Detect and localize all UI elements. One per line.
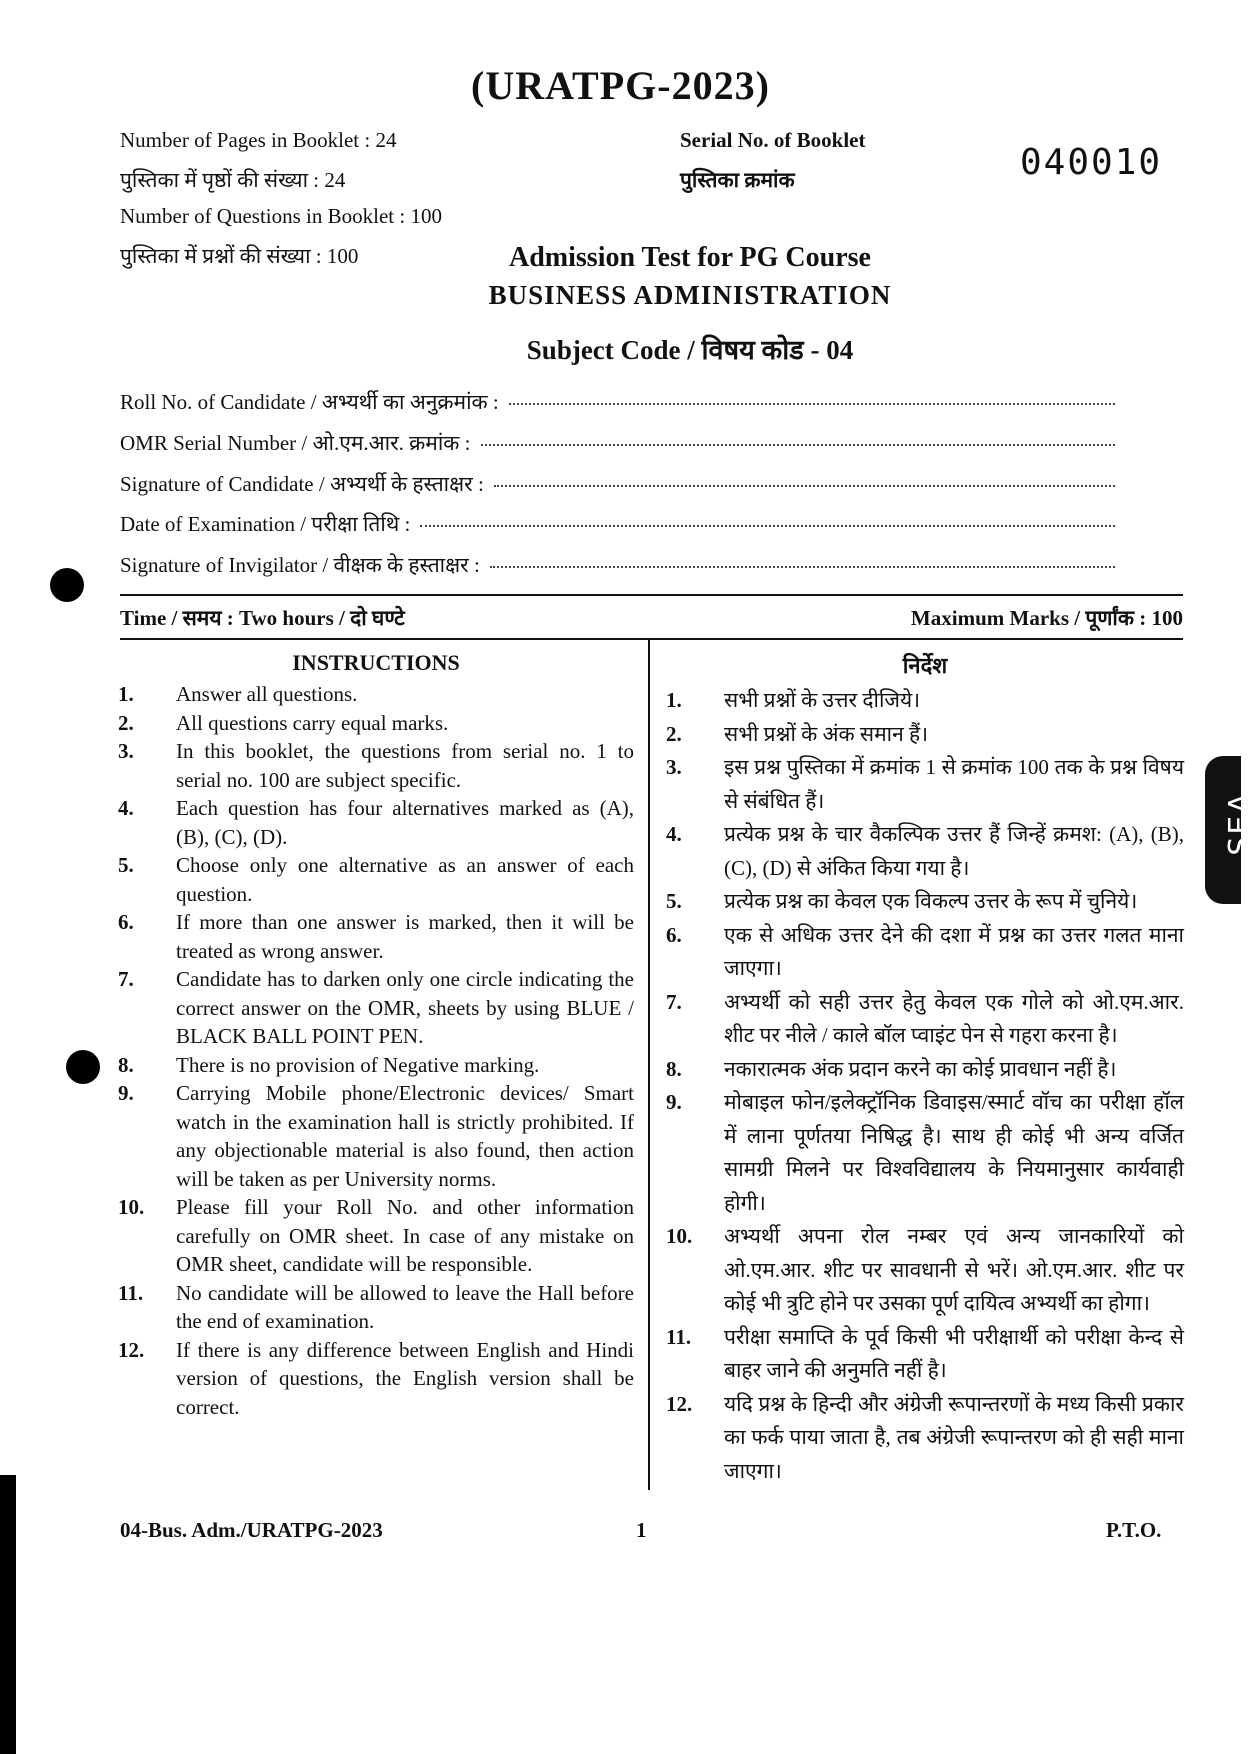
hi-instruction-text: अभ्यर्थी अपना रोल नम्बर एवं अन्य जानकारियों को ओ.एम.आर. शीट पर सावधानी से भरें। ओ.एम.आर. शीट पर कोई भी त्रुटि होने पर उसका पूर्ण दायित्व अभ्यर्थी का होगा। [724, 1224, 1184, 1315]
questions-count-hi: पुस्तिका में प्रश्नों की संख्या : 100 [120, 244, 359, 268]
en-instruction-item [118, 1079, 634, 1193]
hi-instruction-number: 8. [666, 1056, 682, 1081]
roll-number-field[interactable] [120, 388, 1115, 416]
en-instruction-item [118, 1051, 634, 1080]
course-line-2: BUSINESS ADMINISTRATION [488, 280, 892, 310]
instructions-heading-hi: निर्देश [902, 653, 948, 678]
en-instruction-text: In this booklet, the questions from serial no. 1 to serial no. 100 are subject specific. [176, 739, 634, 792]
serial-label-hi: पुस्तिका क्रमांक [680, 168, 795, 192]
hi-instruction-number: 11. [666, 1324, 692, 1349]
column-divider [648, 640, 650, 1490]
hi-instruction-number: 10. [666, 1224, 693, 1248]
en-instruction-number: 3. [118, 739, 134, 763]
registration-mark-bottom [66, 1050, 100, 1084]
hi-instruction-text: प्रत्येक प्रश्न का केवल एक विकल्प उत्तर के रूप में चुनिये। [724, 889, 1138, 913]
en-instruction-text: All questions carry equal marks. [176, 710, 449, 735]
instructions-heading-en: INSTRUCTIONS [292, 650, 460, 675]
hi-instruction-number: 9. [666, 1090, 682, 1114]
invigilator-signature-field[interactable] [120, 551, 1115, 579]
hi-instruction-item [666, 751, 1184, 818]
en-instruction-text: If there is any difference between English and Hindi version of questions, the English version shall be correct. [176, 1337, 634, 1419]
en-instruction-text: If more than one answer is marked, then it will be treated as wrong answer. [176, 910, 634, 963]
pages-count-en: Number of Pages in Booklet : 24 [120, 128, 397, 152]
en-instruction-text: Please fill your Roll No. and other information carefully on OMR sheet. In case of any mistake on OMR sheet, candidate will be responsible. [176, 1195, 634, 1276]
en-instruction-item [118, 965, 634, 1051]
page-number: 1 [636, 1518, 647, 1542]
instructions-list-hi [666, 684, 1184, 1488]
candidate-signature-field[interactable] [120, 470, 1115, 498]
invigilator-signature-label: Signature of Invigilator / वीक्षक के हस्ताक्षर : [120, 553, 480, 577]
en-instruction-item [118, 709, 634, 738]
hi-instruction-item [666, 919, 1184, 986]
subject-code: Subject Code / विषय कोड - 04 [526, 335, 854, 365]
invigilator-signature-line[interactable] [490, 565, 1115, 568]
hi-instruction-text: इस प्रश्न पुस्तिका में क्रमांक 1 से क्रमांक 100 तक के प्रश्न विषय से संबंधित हैं। [724, 755, 1184, 813]
hi-instruction-item [666, 1053, 1184, 1087]
hi-instruction-number: 3. [666, 755, 682, 779]
serial-label-en: Serial No. of Booklet [680, 128, 866, 152]
hi-instruction-item [666, 1220, 1184, 1321]
exam-date-field[interactable] [120, 510, 1115, 538]
time-allowed: Time / समय : Two hours / दो घण्टे [120, 606, 405, 630]
en-instruction-text: No candidate will be allowed to leave the Hall before the end of examination. [176, 1280, 634, 1333]
time-marks-row [120, 604, 1183, 632]
instructions-english [118, 650, 634, 1421]
en-instruction-text: Carrying Mobile phone/Electronic devices/ Smart watch in the examination hall is strictly prohibited. If any objectionable material is also found, then action will be taken as per University norms. [176, 1081, 634, 1191]
en-instruction-number: 11. [118, 1280, 144, 1305]
hi-instruction-text: एक से अधिक उत्तर देने की दशा में प्रश्न का उत्तर गलत माना जाएगा। [724, 922, 1184, 980]
side-seal-text: SEA [1222, 791, 1258, 856]
hi-instruction-number: 12. [666, 1391, 693, 1416]
pto-label: P.T.O. [1106, 1518, 1162, 1542]
en-instruction-item [118, 851, 634, 908]
en-instruction-text: Answer all questions. [176, 682, 358, 706]
hi-instruction-item [666, 1321, 1184, 1388]
hi-instruction-number: 7. [666, 989, 682, 1014]
hi-instruction-item [666, 885, 1184, 919]
roll-number-line[interactable] [509, 402, 1115, 405]
en-instruction-number: 4. [118, 796, 134, 820]
omr-serial-line[interactable] [481, 443, 1115, 446]
en-instruction-number: 10. [118, 1195, 145, 1219]
instructions-hindi [666, 650, 1184, 1488]
en-instruction-text: Choose only one alternative as an answer of each question. [176, 853, 634, 906]
hi-instruction-item [666, 986, 1184, 1053]
en-instruction-item [118, 794, 634, 851]
maximum-marks: Maximum Marks / पूर्णांक : 100 [910, 606, 1183, 630]
en-instruction-text: There is no provision of Negative marking. [176, 1052, 540, 1077]
hi-instruction-number: 4. [666, 822, 682, 846]
hi-instruction-text: मोबाइल फोन/इलेक्ट्रॉनिक डिवाइस/स्मार्ट वॉच का परीक्षा हॉल में लाना पूर्णतया निषिद्ध है। साथ ही कोई भी अन्य वर्जित सामग्री मिलने पर विश्वविद्यालय के नियमानुसार कार्यवाही होगी। [724, 1090, 1184, 1215]
scan-edge-mark [0, 1475, 16, 1754]
hi-instruction-item [666, 1086, 1184, 1220]
en-instruction-number: 2. [118, 710, 134, 735]
registration-mark-top [50, 568, 84, 602]
en-instruction-item [118, 908, 634, 965]
hi-instruction-number: 2. [666, 721, 682, 746]
en-instruction-number: 5. [118, 853, 134, 877]
footer-code: 04-Bus. Adm./URATPG-2023 [120, 1518, 383, 1542]
instructions-list-en [118, 680, 634, 1421]
hi-instruction-item [666, 684, 1184, 718]
hi-instruction-item [666, 818, 1184, 885]
roll-number-label: Roll No. of Candidate / अभ्यर्थी का अनुक्रमांक : [120, 390, 499, 414]
questions-count-en: Number of Questions in Booklet : 100 [120, 204, 442, 228]
hi-instruction-item [666, 718, 1184, 752]
exam-title: (URATPG-2023) [471, 63, 770, 108]
en-instruction-item [118, 1336, 634, 1422]
en-instruction-number: 6. [118, 910, 134, 934]
en-instruction-number: 9. [118, 1081, 134, 1105]
exam-date-label: Date of Examination / परीक्षा तिथि : [120, 512, 411, 536]
omr-serial-label: OMR Serial Number / ओ.एम.आर. क्रमांक : [120, 431, 471, 455]
pages-count-hi: पुस्तिका में पृष्ठों की संख्या : 24 [120, 168, 346, 192]
en-instruction-number: 8. [118, 1052, 134, 1077]
candidate-signature-label: Signature of Candidate / अभ्यर्थी के हस्ताक्षर : [120, 472, 484, 496]
hi-instruction-text: परीक्षा समाप्ति के पूर्व किसी भी परीक्षार्थी को परीक्षा केन्द से बाहर जाने की अनुमति नहीं है। [724, 1324, 1184, 1382]
en-instruction-item [118, 1193, 634, 1279]
en-instruction-text: Each question has four alternatives marked as (A), (B), (C), (D). [176, 796, 634, 849]
top-divider [120, 594, 1183, 596]
en-instruction-number: 1. [118, 682, 134, 706]
omr-serial-field[interactable] [120, 429, 1115, 457]
en-instruction-number: 12. [118, 1337, 145, 1362]
hi-instruction-text: अभ्यर्थी को सही उत्तर हेतु केवल एक गोले को ओ.एम.आर. शीट पर नीले / काले बॉल प्वाइंट पेन से गहरा करना है। [724, 989, 1184, 1047]
hi-instruction-number: 1. [666, 688, 682, 712]
hi-instruction-number: 6. [666, 922, 682, 947]
hi-instruction-text: नकारात्मक अंक प्रदान करने का कोई प्रावधान नहीं है। [724, 1056, 1117, 1081]
exam-date-line[interactable] [420, 524, 1115, 527]
hi-instruction-item [666, 1388, 1184, 1489]
side-seal-tab [1205, 756, 1258, 904]
en-instruction-item [118, 737, 634, 794]
hi-instruction-text: प्रत्येक प्रश्न के चार वैकल्पिक उत्तर हैं जिन्हें क्रमश: (A), (B), (C), (D) से अंकित किया गया है। [724, 822, 1184, 880]
course-line-1: Admission Test for PG Course [509, 242, 871, 273]
candidate-signature-line[interactable] [494, 484, 1115, 487]
hi-instruction-text: सभी प्रश्नों के अंक समान हैं। [724, 721, 929, 746]
en-instruction-item [118, 680, 634, 709]
hi-instruction-text: सभी प्रश्नों के उत्तर दीजिये। [724, 688, 921, 712]
header-divider [120, 638, 1183, 640]
hi-instruction-text: यदि प्रश्न के हिन्दी और अंग्रेजी रूपान्तरणों के मध्य किसी प्रकार का फर्क पाया जाता है, तब अंग्रेजी रूपान्तरण को ही सही माना जाएगा। [724, 1391, 1184, 1483]
en-instruction-text: Candidate has to darken only one circle indicating the correct answer on the OMR, sheets by using BLUE / BLACK BALL POINT PEN. [176, 967, 634, 1048]
hi-instruction-number: 5. [666, 889, 682, 913]
booklet-serial-number: 040010 [1020, 142, 1163, 183]
en-instruction-item [118, 1279, 634, 1336]
en-instruction-number: 7. [118, 967, 134, 991]
